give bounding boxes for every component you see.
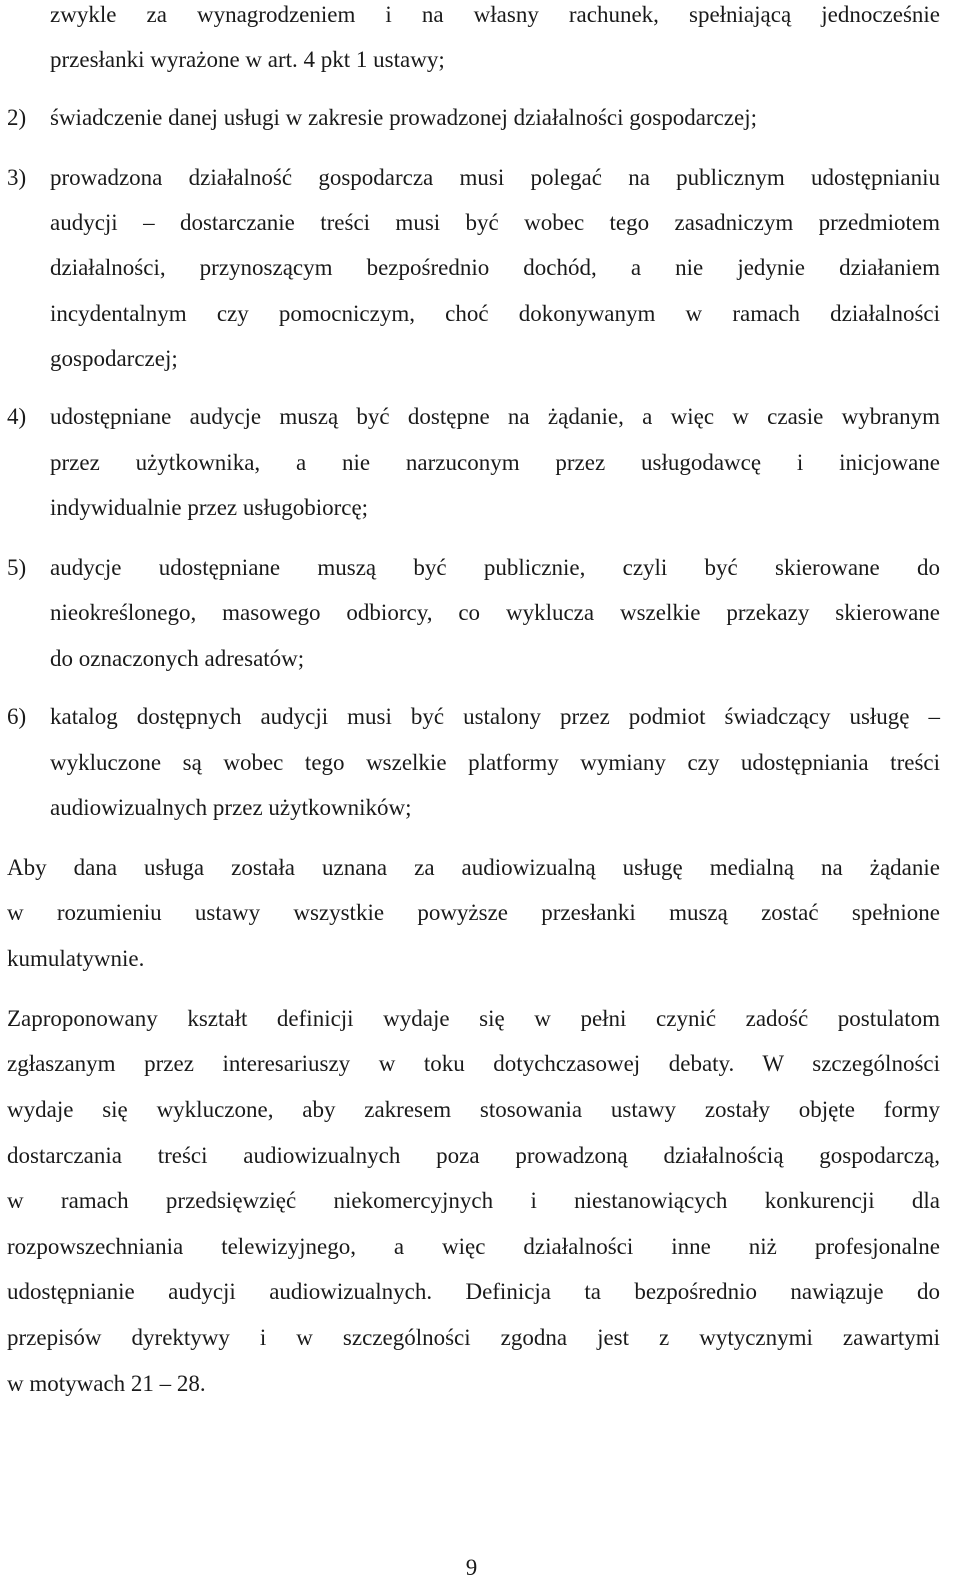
text-line: przepisów dyrektywy i w szczególności zgodna jest z wytycznymi zawartymi	[7, 1325, 940, 1350]
text-line: przez użytkownika, a nie narzuconym przez usługodawcę i inicjowane	[50, 450, 940, 475]
text-line: w motywach 21 – 28.	[7, 1371, 206, 1396]
list-item-number: 2)	[7, 105, 27, 130]
text-line: do oznaczonych adresatów;	[50, 646, 305, 671]
text-line: w ramach przedsięwzięć niekomercyjnych i niestanowiących konkurencji dla	[7, 1188, 940, 1213]
text-line: działalności, przynoszącym bezpośrednio dochód, a nie jedynie działaniem	[50, 255, 940, 280]
text-line: wykluczone są wobec tego wszelkie platformy wymiany czy udostępniania treści	[50, 750, 940, 775]
text-line: audiowizualnych przez użytkowników;	[50, 795, 412, 820]
list-item-number: 6)	[7, 704, 27, 729]
list-item-number: 3)	[7, 165, 27, 190]
text-line: katalog dostępnych audycji musi być ustalony przez podmiot świadczący usługę –	[50, 704, 940, 729]
list-item-number: 4)	[7, 404, 27, 429]
text-line: audycji – dostarczanie treści musi być wobec tego zasadniczym przedmiotem	[50, 210, 940, 235]
text-line: świadczenie danej usługi w zakresie prowadzonej działalności gospodarczej;	[50, 105, 757, 130]
text-line: udostępnianie audycji audiowizualnych. Definicja ta bezpośrednio nawiązuje do	[7, 1279, 940, 1304]
text-line: w rozumieniu ustawy wszystkie powyższe przesłanki muszą zostać spełnione	[7, 900, 940, 925]
text-line: rozpowszechniania telewizyjnego, a więc działalności inne niż profesjonalne	[7, 1234, 940, 1259]
text-line: nieokreślonego, masowego odbiorcy, co wyklucza wszelkie przekazy skierowane	[50, 600, 940, 625]
page-number: 9	[465, 1555, 478, 1580]
list-item-number: 5)	[7, 555, 27, 580]
text-line: udostępniane audycje muszą być dostępne na żądanie, a więc w czasie wybranym	[50, 404, 940, 429]
text-line: prowadzona działalność gospodarcza musi polegać na publicznym udostępnianiu	[50, 165, 940, 190]
text-line: incydentalnym czy pomocniczym, choć dokonywanym w ramach działalności	[50, 301, 940, 326]
text-line: dostarczania treści audiowizualnych poza prowadzoną działalnością gospodarczą,	[7, 1143, 940, 1168]
text-line: zwykle za wynagrodzeniem i na własny rachunek, spełniającą jednocześnie	[50, 2, 940, 27]
text-line: kumulatywnie.	[7, 946, 145, 971]
text-line: Zaproponowany kształt definicji wydaje się w pełni czynić zadość postulatom	[7, 1006, 940, 1031]
text-line: audycje udostępniane muszą być publicznie, czyli być skierowane do	[50, 555, 940, 580]
text-line: przesłanki wyrażone w art. 4 pkt 1 ustawy;	[50, 47, 445, 72]
text-line: zgłaszanym przez interesariuszy w toku dotychczasowej debaty. W szczególności	[7, 1051, 940, 1076]
text-line: indywidualnie przez usługobiorcę;	[50, 495, 369, 520]
text-line: Aby dana usługa została uznana za audiowizualną usługę medialną na żądanie	[7, 855, 940, 880]
text-line: wydaje się wykluczone, aby zakresem stosowania ustawy zostały objęte formy	[7, 1097, 940, 1122]
text-line: gospodarczej;	[50, 346, 178, 371]
